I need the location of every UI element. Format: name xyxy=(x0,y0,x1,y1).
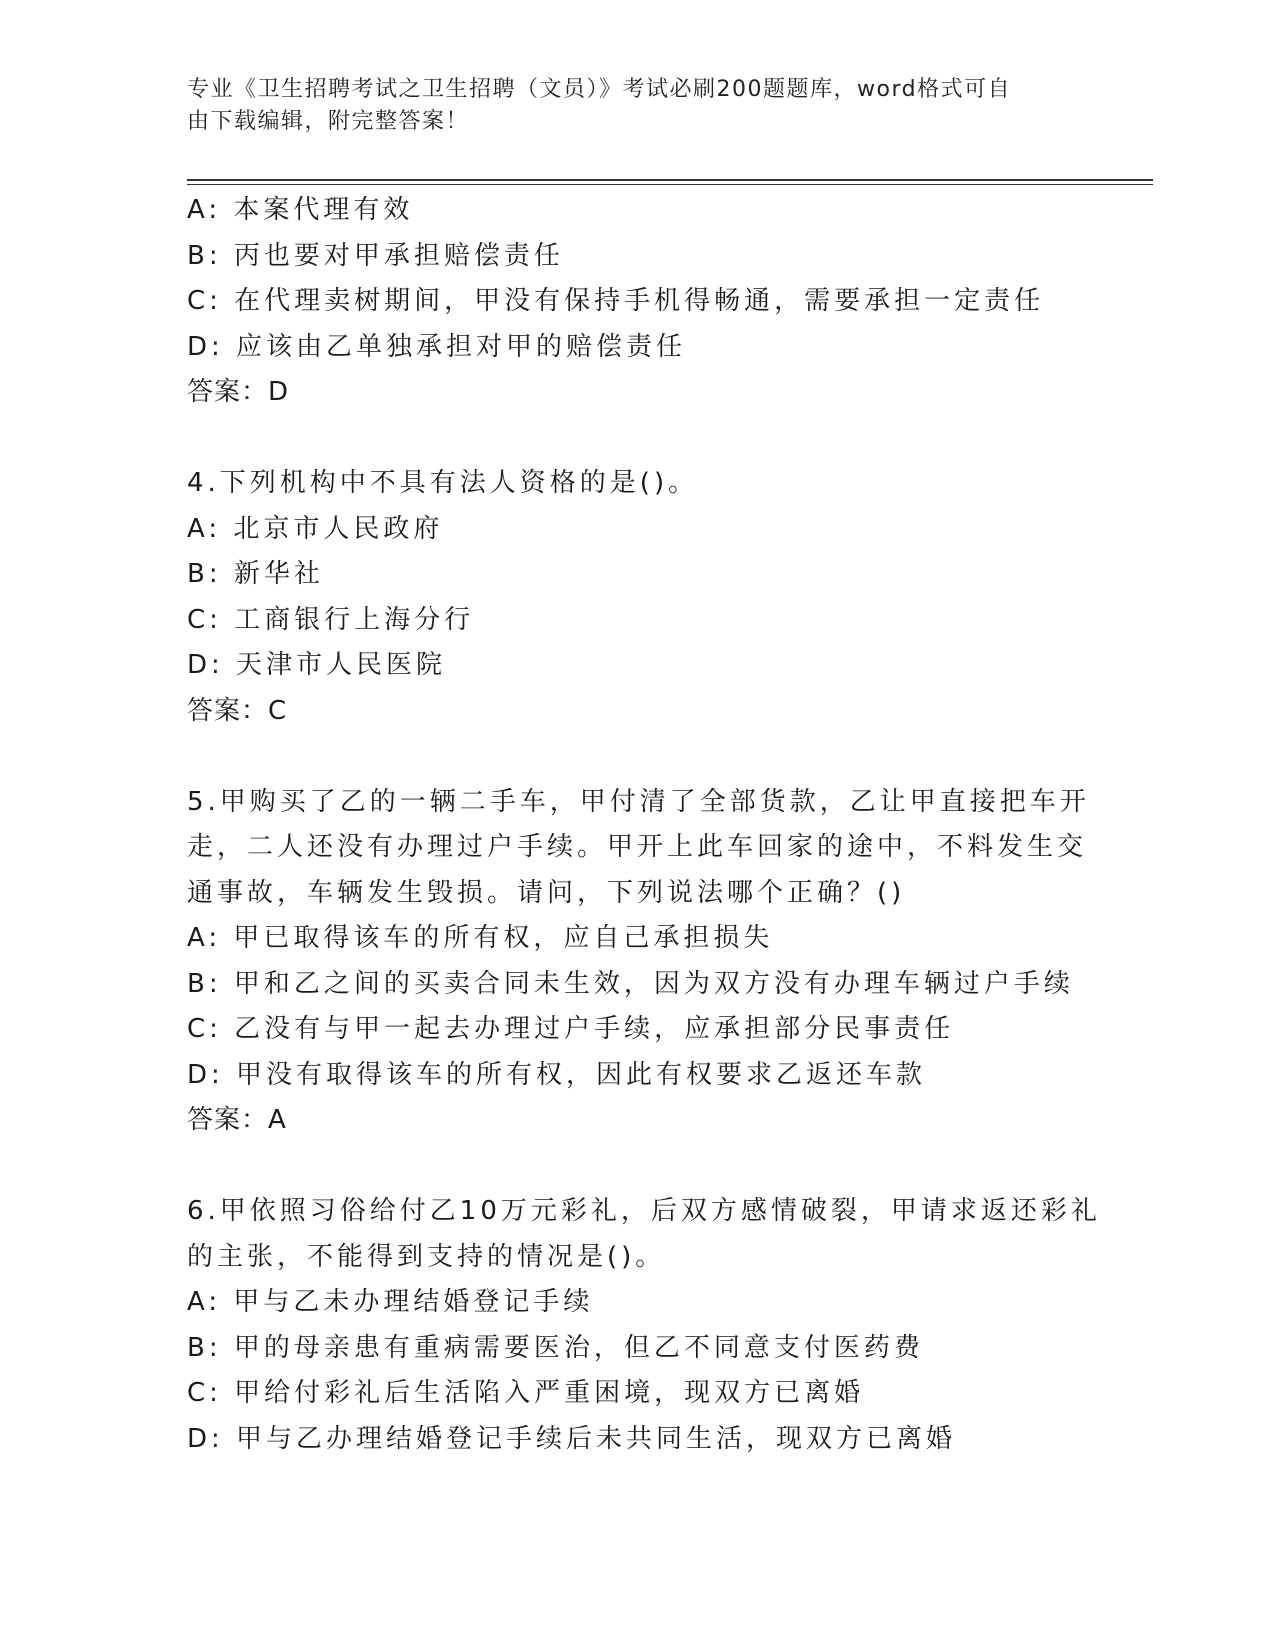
header-line-2: 由下载编辑，附完整答案！ xyxy=(187,109,470,134)
q3-answer: 答案：D xyxy=(187,377,290,407)
q5-stem-line-1: 5.甲购买了乙的一辆二手车，甲付清了全部货款，乙让甲直接把车开 xyxy=(187,786,1090,817)
q5-option-a: A: 甲已取得该车的所有权，应自己承担损失 xyxy=(187,923,774,953)
q5-stem-line-3: 通事故，车辆发生毁损。请问，下列说法哪个正确？() xyxy=(187,877,906,908)
header-line-1: 专业《卫生招聘考试之卫生招聘（文员）》考试必刷200题题库，word格式可自 xyxy=(187,77,1012,102)
q3-option-c: C: 在代理卖树期间，甲没有保持手机得畅通，需要承担一定责任 xyxy=(187,286,1045,316)
q4-stem-line-1: 4.下列机构中不具有法人资格的是()。 xyxy=(187,468,699,498)
q4-answer: 答案：C xyxy=(187,695,288,726)
question-4 xyxy=(187,461,1087,734)
question-6 xyxy=(187,1189,1101,1462)
q4-option-d: D: 天津市人民医院 xyxy=(187,650,447,680)
document-header xyxy=(187,74,1067,138)
q4-option-c: C: 工商银行上海分行 xyxy=(187,604,475,635)
q3-option-b: B: 丙也要对甲承担赔偿责任 xyxy=(187,240,564,271)
question-5 xyxy=(187,780,1090,1144)
spacer xyxy=(187,734,1087,780)
q4-option-a: A: 北京市人民政府 xyxy=(187,513,444,544)
question-content xyxy=(187,188,1101,1462)
q6-option-b: B: 甲的母亲患有重病需要医治，但乙不同意支付医药费 xyxy=(187,1332,924,1363)
q5-option-b: B: 甲和乙之间的买卖合同未生效，因为双方没有办理车辆过户手续 xyxy=(187,968,1074,999)
q6-stem-line-2: 的主张，不能得到支持的情况是()。 xyxy=(187,1241,666,1272)
q6-stem-line-1: 6.甲依照习俗给付乙10万元彩礼，后双方感情破裂，甲请求返还彩礼 xyxy=(187,1196,1101,1226)
question-3 xyxy=(187,188,1087,416)
header-divider-thin xyxy=(187,184,1153,185)
q6-option-a: A: 甲与乙未办理结婚登记手续 xyxy=(187,1287,594,1317)
q6-option-d: D: 甲与乙办理结婚登记手续后未共同生活，现双方已离婚 xyxy=(187,1423,957,1454)
q3-option-a: A: 本案代理有效 xyxy=(187,195,414,225)
header-divider-thick xyxy=(187,179,1153,181)
q5-option-c: C: 乙没有与甲一起去办理过户手续，应承担部分民事责任 xyxy=(187,1014,955,1044)
spacer xyxy=(187,1144,1087,1190)
q5-option-d: D: 甲没有取得该车的所有权，因此有权要求乙返还车款 xyxy=(187,1059,927,1090)
spacer xyxy=(187,416,1087,462)
q4-option-b: B: 新华社 xyxy=(187,559,324,589)
q5-answer: 答案：A xyxy=(187,1105,287,1135)
q6-option-c: C: 甲给付彩礼后生活陷入严重困境，现双方已离婚 xyxy=(187,1378,865,1408)
q5-stem-line-2: 走，二人还没有办理过户手续。甲开上此车回家的途中，不料发生交 xyxy=(187,832,1088,862)
q3-option-d: D: 应该由乙单独承担对甲的赔偿责任 xyxy=(187,331,687,362)
